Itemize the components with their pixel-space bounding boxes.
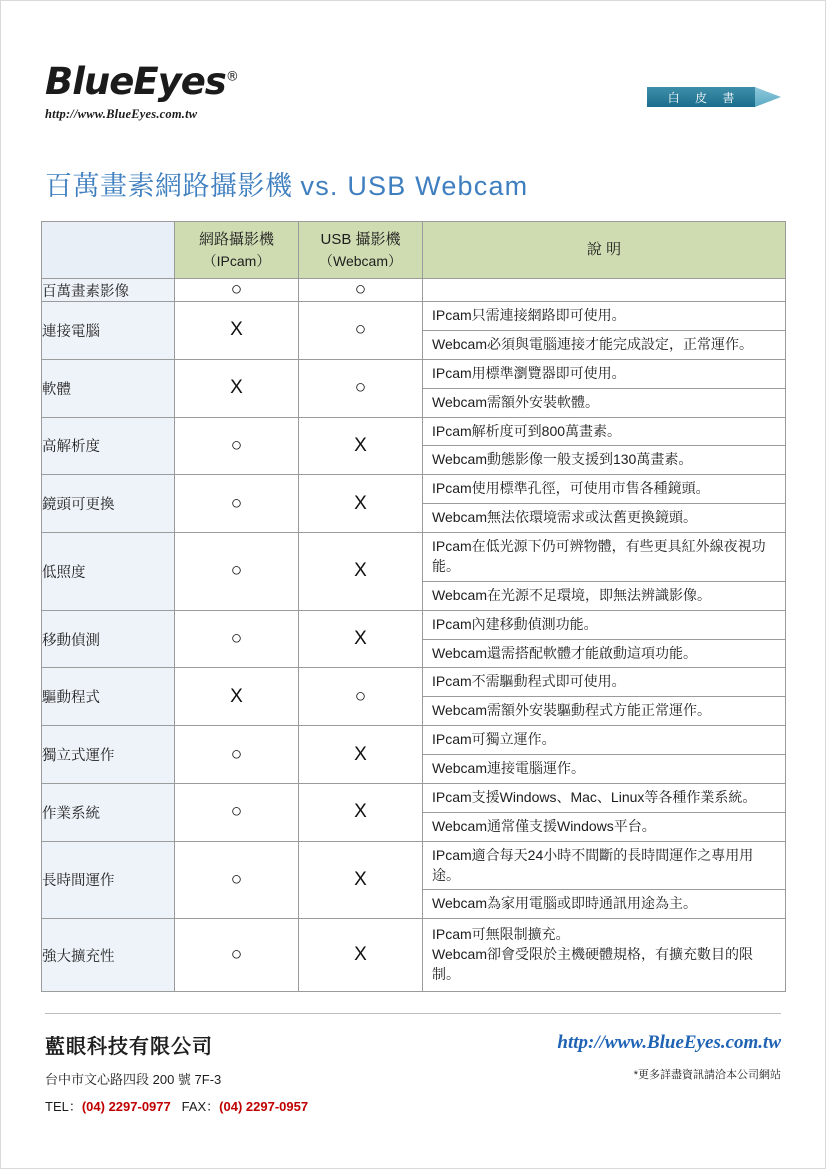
table-header-blank [42, 222, 175, 279]
table-row [42, 279, 786, 302]
row-webcam-mark: X [299, 783, 423, 841]
row-webcam-mark: X [299, 726, 423, 784]
row-webcam-mark: X [299, 417, 423, 475]
table-row [42, 475, 786, 533]
footer-note: *更多詳盡資訊請洽本公司網站 [633, 1069, 781, 1081]
table-row [42, 919, 786, 992]
row-feature: 長時間運作 [42, 841, 175, 919]
row-note [423, 610, 786, 668]
table-header-webcam [299, 222, 423, 279]
row-note [423, 475, 786, 533]
row-note-line: IPcam內建移動偵測功能。 [432, 615, 598, 632]
table-header-ipcam-sub: （IPcam） [202, 252, 271, 269]
row-ipcam-mark: ○ [175, 726, 299, 784]
row-ipcam-mark: X [175, 668, 299, 726]
table-row [42, 726, 786, 784]
company-contact [45, 1096, 781, 1115]
table-row [42, 610, 786, 668]
table-row [42, 302, 786, 360]
page-footer [45, 1013, 781, 1116]
row-feature: 強大擴充性 [42, 919, 175, 992]
table-header-ipcam-main: 網路攝影機 [198, 230, 274, 248]
page-title-zh: 百萬畫素網路攝影機 [45, 171, 293, 201]
row-ipcam-mark: ○ [175, 475, 299, 533]
table-header-ipcam [175, 222, 299, 279]
row-feature: 移動偵測 [42, 610, 175, 668]
row-ipcam-mark: X [175, 359, 299, 417]
brand-logo [45, 60, 238, 122]
row-note-line: Webcam連接電腦運作。 [423, 754, 785, 783]
row-ipcam-mark: ○ [175, 919, 299, 992]
row-note-line: IPcam不需驅動程式即可使用。 [432, 673, 626, 690]
row-note-line: Webcam通常僅支援Windows平台。 [423, 812, 785, 841]
row-note-line: Webcam需額外安裝驅動程式方能正常運作。 [423, 696, 785, 725]
row-ipcam-mark: X [175, 302, 299, 360]
row-ipcam-mark: ○ [175, 279, 299, 302]
row-note-line: IPcam使用標準孔徑，可使用市售各種鏡頭。 [432, 480, 710, 497]
table-row [42, 359, 786, 417]
table-header-description: 說 明 [423, 222, 786, 279]
row-note [423, 919, 786, 992]
logo-website-url: http://www.BlueEyes.com.tw [45, 107, 198, 121]
row-note-line: IPcam在低光源下仍可辨物體，有些更具紅外線夜視功能。 [432, 538, 766, 574]
logo-wordmark-text: BlueEyes [45, 60, 226, 103]
table-row [42, 417, 786, 475]
row-webcam-mark: X [299, 475, 423, 533]
row-note-line-b: Webcam卻會受限於主機硬體規格，有擴充數目的限制。 [432, 946, 753, 982]
comparison-table-wrapper [41, 221, 785, 992]
row-note-line: Webcam為家用電腦或即時通訊用途為主。 [423, 889, 785, 918]
row-webcam-mark: ○ [299, 302, 423, 360]
tel-value: (04) 2297-0977 [81, 1099, 171, 1114]
row-ipcam-mark: ○ [175, 610, 299, 668]
table-row [42, 841, 786, 919]
row-note-line: Webcam需額外安裝軟體。 [423, 388, 785, 417]
row-note-line [423, 919, 785, 991]
footer-website-url[interactable]: http://www.BlueEyes.com.tw [557, 1032, 781, 1053]
page-header [45, 60, 781, 143]
row-webcam-mark: X [299, 919, 423, 992]
row-webcam-mark: ○ [299, 668, 423, 726]
row-note-line: IPcam支援Windows、Mac、Linux等各種作業系統。 [432, 788, 757, 805]
row-ipcam-mark: ○ [175, 417, 299, 475]
logo-wordmark [45, 60, 238, 103]
table-row [42, 783, 786, 841]
registered-trademark-icon: ® [225, 69, 238, 85]
company-name: 藍眼科技有限公司 [45, 1036, 213, 1058]
row-note-line: IPcam用標準瀏覽器即可使用。 [432, 364, 626, 381]
row-feature: 驅動程式 [42, 668, 175, 726]
row-note [423, 533, 786, 611]
row-note-line-a: IPcam可無限制擴充。 [432, 926, 570, 943]
row-ipcam-mark: ○ [175, 533, 299, 611]
whitepaper-tag-label: 白 皮 書 [647, 87, 755, 107]
row-note [423, 668, 786, 726]
row-feature: 軟體 [42, 359, 175, 417]
row-note [423, 279, 786, 302]
row-note-line: Webcam無法依環境需求或汰舊更換鏡頭。 [423, 503, 785, 532]
row-note [423, 417, 786, 475]
row-note-line: IPcam只需連接網路即可使用。 [432, 307, 626, 323]
row-feature: 連接電腦 [42, 302, 175, 360]
row-webcam-mark: X [299, 533, 423, 611]
row-note [423, 726, 786, 784]
table-header-row [42, 222, 786, 279]
row-ipcam-mark: ○ [175, 783, 299, 841]
page-title-en: vs. USB Webcam [300, 171, 529, 201]
whitepaper-tag [647, 87, 781, 107]
row-note [423, 841, 786, 919]
company-address: 台中市文心路四段 200 號 7F-3 [45, 1072, 222, 1087]
fax-label: FAX： [181, 1099, 220, 1114]
row-webcam-mark: ○ [299, 279, 423, 302]
row-feature: 高解析度 [42, 417, 175, 475]
row-note [423, 359, 786, 417]
row-feature: 百萬畫素影像 [42, 279, 175, 302]
comparison-table-body [42, 279, 786, 992]
comparison-table [41, 221, 786, 992]
row-note [423, 302, 786, 360]
tag-arrow-icon [755, 87, 781, 107]
row-note-line: Webcam還需搭配軟體才能啟動這項功能。 [423, 639, 785, 668]
row-note-line: Webcam必須與電腦連接才能完成設定，正常運作。 [423, 330, 785, 359]
row-webcam-mark: X [299, 841, 423, 919]
row-feature: 作業系統 [42, 783, 175, 841]
table-header-webcam-sub: （Webcam） [319, 252, 402, 269]
row-feature: 鏡頭可更換 [42, 475, 175, 533]
tel-label: TEL： [45, 1099, 82, 1114]
page-title [45, 164, 528, 203]
table-header-webcam-main: USB 攝影機 [320, 230, 401, 248]
row-note-line: Webcam動態影像一般支援到130萬畫素。 [423, 445, 785, 474]
fax-value: (04) 2297-0957 [219, 1099, 309, 1114]
row-webcam-mark: X [299, 610, 423, 668]
row-note-line: IPcam適合每天24小時不間斷的長時間運作之專用用途。 [432, 846, 754, 883]
table-row [42, 668, 786, 726]
footer-site-block [557, 1032, 781, 1082]
footer-divider [45, 1013, 781, 1014]
row-feature: 獨立式運作 [42, 726, 175, 784]
row-note-line: Webcam在光源不足環境，即無法辨識影像。 [423, 581, 785, 610]
row-feature: 低照度 [42, 533, 175, 611]
row-note-line: IPcam解析度可到800萬畫素。 [432, 422, 622, 439]
row-webcam-mark: ○ [299, 359, 423, 417]
row-note-line: IPcam可獨立運作。 [432, 731, 556, 748]
table-row [42, 533, 786, 611]
row-ipcam-mark: ○ [175, 841, 299, 919]
row-note [423, 783, 786, 841]
